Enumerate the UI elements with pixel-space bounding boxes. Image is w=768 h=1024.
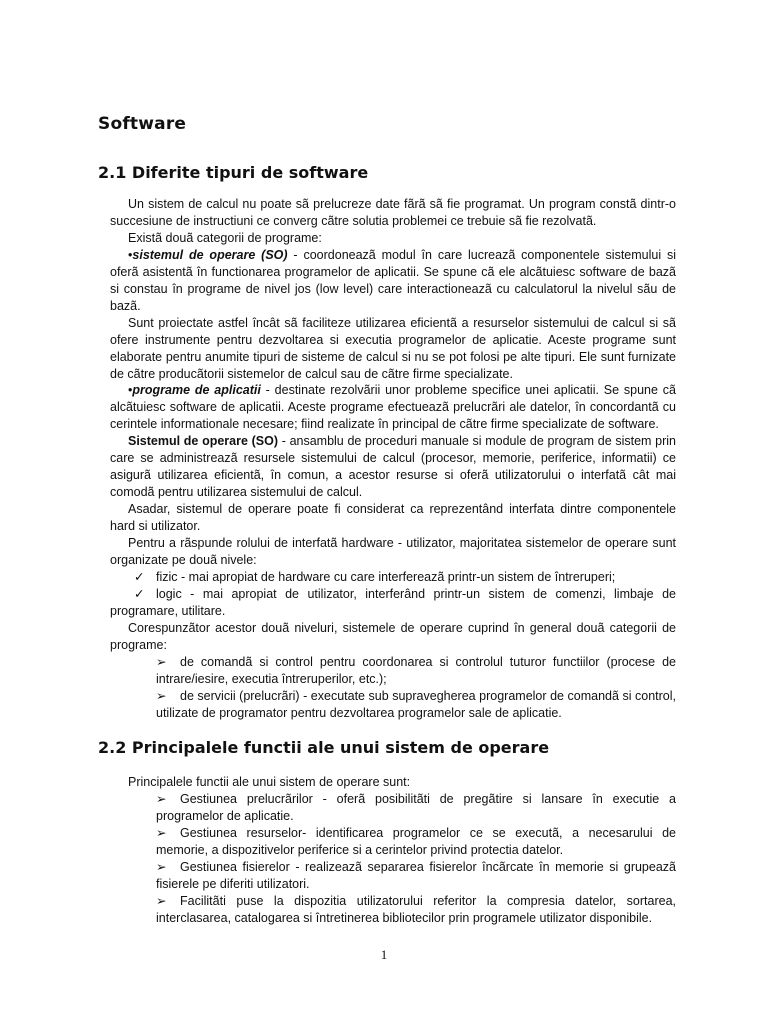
section-2-2-body [110,774,676,927]
bullet-term: programe de aplicatii [132,383,261,398]
bullet-icon: • [128,383,133,398]
section-heading-2-1: 2.1 Diferite tipuri de software [98,163,369,182]
definition-text: - ansamblu de proceduri manuale si module de program de sistem prin care se administreazã resursele sistemului de calcul (procesor, memorie, periferice, informatii) ce asigurã utilizarea eficientã, în comun, a acestor resurse si oferã utilizatorului o interfatã cât mai comodã pentru utilizarea sistemului de calcul. [110,434,676,500]
paragraph: Principalele functii ale unui sistem de operare sunt: [128,775,411,789]
section-2-1-body [110,196,676,722]
bullet-text: - destinate rezolvãrii unor probleme specifice unei aplicatii. Se spune cã alcãtuiesc software de aplicatii. Aceste programe efectueazã prelucrãri ale datelor, în concordantã cu cerintele informationale necesare; fiind realizate în principal de cãtre firme specializate de software. [110,383,676,432]
arrow-icon: ➢ [156,825,167,840]
arrow-icon: ➢ [156,791,167,806]
function-text: Gestiunea fisierelor - realizeazã separarea fisierelor încãrcate în memorie si grupeazã fisierele pe diferiti utilizatori. [156,859,676,891]
paragraph: Existã douã categorii de programe: [128,230,322,245]
section-heading-2-2: 2.2 Principalele functii ale unui sistem de operare [98,738,550,757]
function-item-prelucrari [110,791,676,825]
function-text: Gestiunea prelucrãrilor - oferã posibilitãti de pregãtire si lansare în executie a programelor de aplicatie. [156,791,676,823]
function-item-fisiere [110,859,676,893]
paragraph: Asadar, sistemul de operare poate fi considerat ca reprezentând interfata dintre componentele hard si utilizator. [110,502,676,534]
arrow-icon: ➢ [156,688,167,703]
paragraph: Corespunzãtor acestor douã niveluri, sistemele de operare cuprind în general douã categorii de programe: [110,620,676,652]
paragraph: Un sistem de calcul nu poate sã prelucreze date fãrã sã fie programat. Un program constã dintr-o succesiune de instructiuni ce converg cãtre solutia problemei ce trebuie sã fie rezolvatã. [110,197,676,228]
function-item-facilitati [110,893,676,927]
paragraph: Sunt proiectate astfel încât sã faciliteze utilizarea eficientã a resurselor sistemului de calcul si sã ofere instrumente pentru dezvoltarea si executia programelor de aplicatie. Aceste programe sunt elaborate pentru anumite tipuri de sisteme de calcul si nu se pot folosi pe alte tipuri. Ele sunt furnizate de cãtre producãtorii sistemelor de calcul sau de cãtre firme specializate. [110,315,676,381]
check-item-logic [110,586,676,620]
paragraph-definition [110,433,676,501]
function-text: Gestiunea resurselor- identificarea programelor ce se executã, a necesarului de memorie, a dispozitivelor periferice si a cerintelor privind protectia datelor. [156,825,676,857]
function-item-resurse [110,825,676,859]
bullet-text: - coordoneazã modul în care lucreazã componentele sistemului si oferã asistentã în functionarea programelor de aplicatii. Se spune cã ele alcãtuiesc software de bazã si constau în programe de nivel jos (low level) care interactioneazã cu calculatorul la nivelul sãu de bazã. [110,247,677,313]
bullet-item-aplicatii [110,382,676,433]
check-icon: ✓ [134,569,145,584]
check-item-fizic [110,569,676,586]
bullet-item-so [110,247,676,315]
arrow-icon: ➢ [156,654,167,669]
bullet-icon: • [128,247,133,262]
check-icon: ✓ [134,586,145,601]
arrow-item-comanda [110,654,676,688]
check-text: fizic - mai apropiat de hardware cu care interfereazã printr-un sistem de întreruperi; [156,569,616,584]
bullet-term: sistemul de operare (SO) [132,247,288,262]
arrow-text: de comandã si control pentru coordonarea si controlul tuturor functiilor (procese de intrare/iesire, executia întreruperilor, etc.); [156,654,676,686]
function-text: Facilitãti puse la dispozitia utilizatorului referitor la compresia datelor, sortarea, interclasarea, catalogarea si întretinerea bibliotecilor prin programele utilizator disponibile. [156,893,676,925]
arrow-icon: ➢ [156,893,167,908]
arrow-text: de servicii (prelucrãri) - executate sub supravegherea programelor de comandã si control, utilizate de programator pentru dezvoltarea programelor sale de aplicatie. [156,688,676,720]
document-title: Software [98,114,187,134]
page-number: 1 [380,947,388,962]
check-text: logic - mai apropiat de utilizator, interferând printr-un sistem de comenzi, limbaje de programare, utilitare. [110,586,676,618]
arrow-icon: ➢ [156,859,167,874]
paragraph: Pentru a rãspunde rolului de interfatã hardware - utilizator, majoritatea sistemelor de operare sunt organizate pe douã nivele: [110,536,676,568]
arrow-item-servicii [110,688,676,722]
definition-term: Sistemul de operare (SO) [128,434,279,449]
